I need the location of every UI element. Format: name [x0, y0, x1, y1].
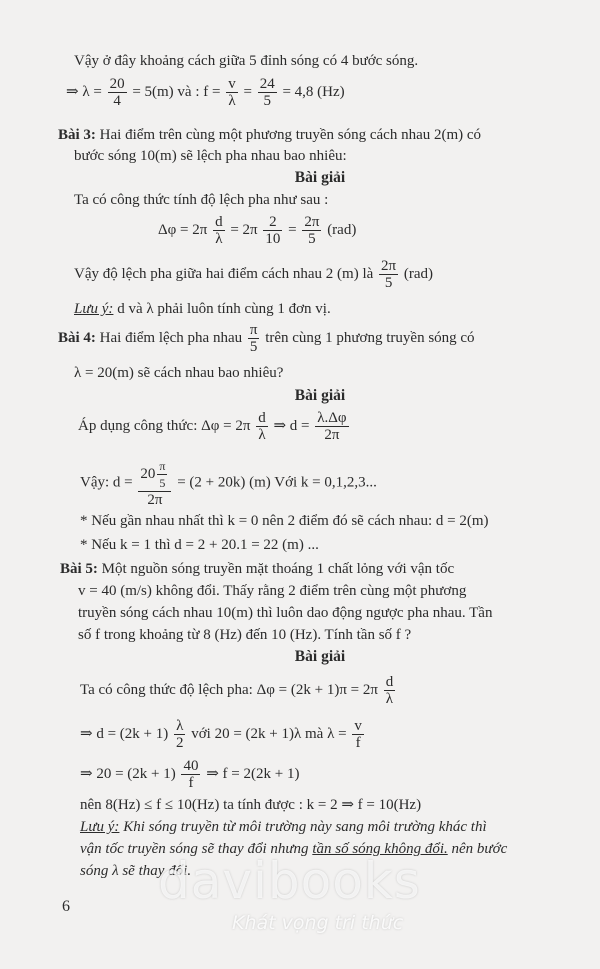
exercise-4-line2: λ = 20(m) sẽ cách nhau bao nhiêu?	[74, 365, 284, 381]
exercise-3-line1: Bài 3: Hai điểm trên cùng một phương truyền sóng cách nhau 2(m) có	[58, 127, 482, 143]
page-number: 6	[62, 898, 70, 915]
ex3-note: Lưu ý: d và λ phải luôn tính cùng 1 đơn vị.	[74, 301, 331, 317]
watermark-slogan: Khát vọng tri thức	[232, 912, 404, 934]
watermark-logo: davibooks	[158, 852, 421, 910]
intro-line: Vậy ở đây khoảng cách giữa 5 đỉnh sóng có 4 bước sóng.	[74, 53, 419, 69]
ex5-step-2: ⇒ d = (2k + 1) $\frac{\lambda}{2}$ với 20 = (2k + 1)λ mà λ = $\frac{v}{f}$	[80, 718, 362, 751]
solution-heading-4: Bài giải	[294, 387, 346, 404]
exercise-4-line1: Bài 4: Hai điểm lệch pha nhau $\frac{\pi}{5}$ trên cùng 1 phương truyền sóng có	[58, 322, 475, 355]
ex5-result: nên 8(Hz) ≤ f ≤ 10(Hz) ta tính được : k = 2 ⇒ f = 10(Hz)	[80, 797, 422, 813]
ex5-note-line3: sóng λ sẽ thay đổi.	[80, 863, 192, 879]
ex5-note-line2: vận tốc truyền sóng sẽ thay đổi nhưng tần số sóng không đổi. nên bước	[80, 841, 508, 857]
ex3-equation: Δφ = 2π $\frac{d}{\lambda}$ = 2π $\frac{2}{10}$ = $\frac{2\pi}{5}$ (rad)	[158, 214, 357, 247]
exercise-3-line2: bước sóng 10(m) sẽ lệch pha nhau bao nhiêu:	[74, 148, 347, 164]
ex4-case-1: * Nếu gần nhau nhất thì k = 0 nên 2 điểm đó sẽ cách nhau: d = 2(m)	[80, 513, 489, 529]
exercise-5-line1: Bài 5: Một nguồn sóng truyền mặt thoáng 1 chất lỏng với vận tốc	[60, 561, 455, 577]
ex5-step-3: ⇒ 20 = (2k + 1) $\frac{40}{f}$ ⇒ f = 2(2k + 1)	[80, 758, 300, 791]
ex5-note-line1: Lưu ý: Khi sóng truyền từ môi trường này sang môi trường khác thì	[80, 819, 487, 835]
exercise-5-line4: số f trong khoảng từ 8 (Hz) đến 10 (Hz). Tính tần số f ?	[78, 627, 412, 643]
ex3-conclusion: Vậy độ lệch pha giữa hai điểm cách nhau 2 (m) là $\frac{2\pi}{5}$ (rad)	[74, 258, 434, 291]
ex5-formula: Ta có công thức độ lệch pha: Δφ = (2k + 1)π = 2π $\frac{d}{\lambda}$	[80, 674, 394, 707]
ex4-result: Vậy: d = 20 $\frac{\pi}{5}$ 2π = (2 + 20k) (m) Với k = 0,1,2,3...	[80, 459, 377, 508]
equation-1: ⇒ λ = $\frac{20}{4}$ = 5(m) và : f = $\frac{v}{\lambda}$ = $\frac{24}{5}$ = 4,8 (Hz)	[66, 76, 345, 109]
solution-heading-3: Bài giải	[294, 169, 346, 186]
solution-heading-5: Bài giải	[294, 648, 346, 665]
ex3-solution-line1: Ta có công thức tính độ lệch pha như sau :	[74, 192, 329, 208]
exercise-5-line2: v = 40 (m/s) không đổi. Thấy rằng 2 điểm trên cùng một phương	[78, 583, 467, 599]
exercise-5-line3: truyền sóng cách nhau 10(m) thì luôn dao động ngược pha nhau. Tần	[78, 605, 493, 621]
ex4-formula: Áp dụng công thức: Δφ = 2π $\frac{d}{\lambda}$ ⇒ d = $\frac{\lambda.\Delta\varphi}{2\pi}$	[78, 410, 347, 443]
ex4-case-2: * Nếu k = 1 thì d = 2 + 20.1 = 22 (m) ...	[80, 537, 319, 553]
